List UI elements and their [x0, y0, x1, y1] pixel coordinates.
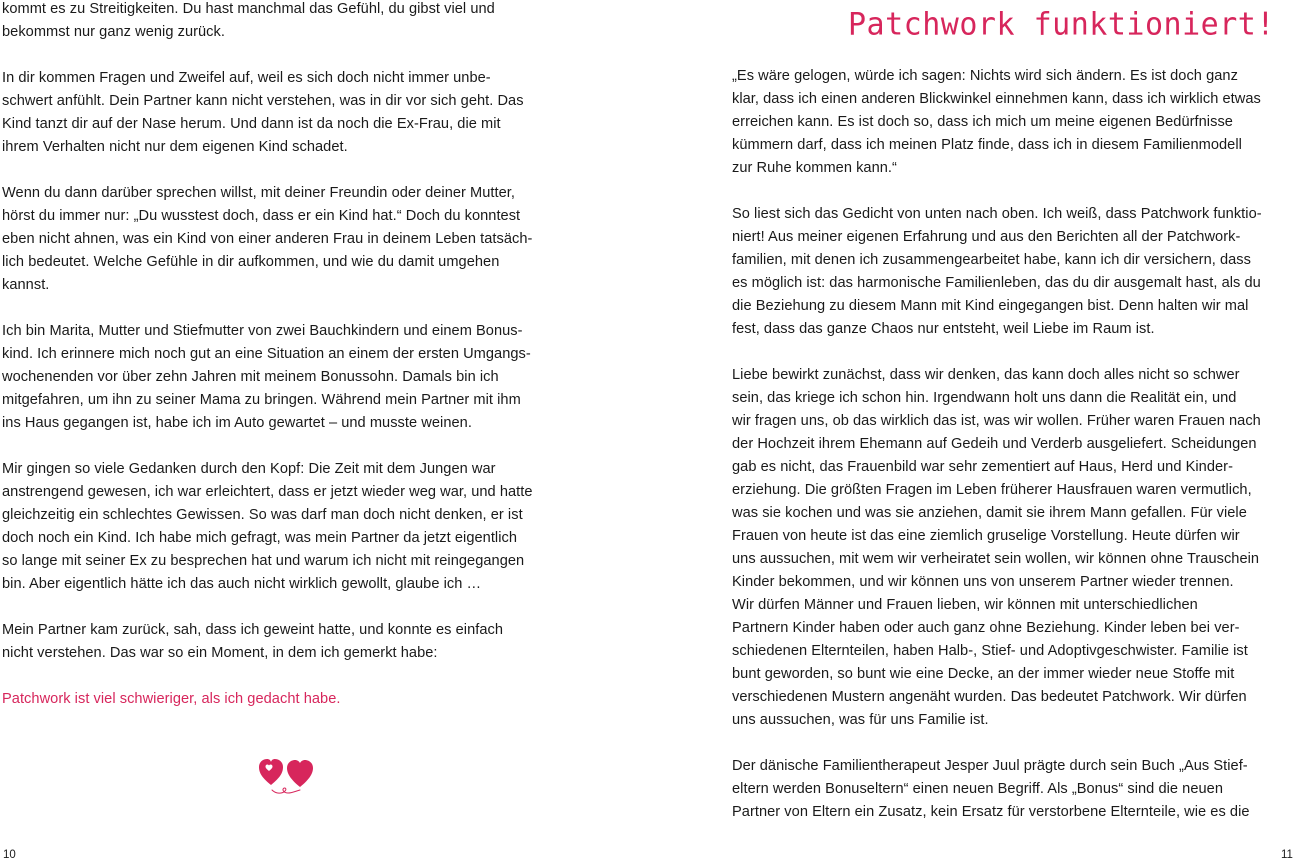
text-line: wochenenden vor über zehn Jahren mit meinem Bonussohn. Damals bin ich: [2, 369, 499, 385]
text-line: lich bedeutet. Welche Gefühle in dir aufkommen, und wie du damit umgehen: [2, 254, 500, 270]
paragraph: [2, 320, 533, 435]
paragraph: [732, 65, 1262, 180]
text-line: ihrem Verhalten nicht nur dem eigenen Kind schadet.: [2, 139, 348, 155]
text-line: niert! Aus meiner eigenen Erfahrung und aus den Berichten all der Patchwork-: [732, 229, 1241, 245]
section-heading: Patchwork funktioniert!: [848, 6, 1275, 43]
text-line: schwert anfühlt. Dein Partner kann nicht verstehen, was in dir vor sich geht. Das: [2, 93, 524, 109]
text-line: So liest sich das Gedicht von unten nach oben. Ich weiß, dass Patchwork funktio-: [732, 206, 1262, 222]
text-line: uns aussuchen, mit wem wir verheiratet sein wollen, wir können ohne Trauschein: [732, 551, 1260, 567]
text-line: bunt geworden, so bunt wie eine Decke, an der immer wieder neue Stoffe mit: [732, 666, 1235, 682]
text-line: familien, mit denen ich zusammengearbeitet habe, kann ich dir versichern, dass: [732, 252, 1251, 268]
paragraph: [2, 67, 533, 159]
text-line: klar, dass ich einen anderen Blickwinkel einnehmen kann, dass ich wirklich etwas: [732, 91, 1261, 107]
text-line: Liebe bewirkt zunächst, dass wir denken, das kann doch alles nicht so schwer: [732, 367, 1240, 383]
text-line: schiedenen Elternteilen, haben Halb-, Stief- und Adoptivgeschwister. Familie ist: [732, 643, 1248, 659]
text-line: kind. Ich erinnere mich noch gut an eine Situation an einem der ersten Umgangs-: [2, 346, 531, 362]
text-line: Wir dürfen Männer und Frauen lieben, wir können mit unterschiedlichen: [732, 597, 1198, 613]
text-line: Partnern Kinder haben oder auch ganz ohne Beziehung. Kinder leben bei ver-: [732, 620, 1240, 636]
text-line: wir fragen uns, ob das wirklich das ist, was wir wollen. Früher waren Frauen nach: [732, 413, 1261, 429]
text-line: erreichen kann. Es ist doch so, dass ich mich um meine eigenen Bedürfnisse: [732, 114, 1233, 130]
paragraph: [732, 364, 1262, 732]
text-line: Der dänische Familientherapeut Jesper Juul prägte durch sein Buch „Aus Stief-: [732, 758, 1248, 774]
text-line: hörst du immer nur: „Du wusstest doch, dass er ein Kind hat.“ Doch du konntest: [2, 208, 521, 224]
text-line: zur Ruhe kommen kann.“: [732, 160, 897, 176]
text-line: gleichzeitig ein schlechtes Gewissen. So was darf man doch nicht denken, er ist: [2, 507, 523, 523]
text-line: Wenn du dann darüber sprechen willst, mit deiner Freundin oder deiner Mutter,: [2, 185, 516, 201]
text-line: was sie kochen und was sie anziehen, damit sie ihrem Mann gefallen. Für viele: [732, 505, 1247, 521]
paragraph: [732, 755, 1262, 824]
text-line: so lange mit seiner Ex zu besprechen hat und warum ich nicht mit reingegangen: [2, 553, 525, 569]
text-line: bin. Aber eigentlich hätte ich das auch nicht wirklich gewollt, glaube ich …: [2, 576, 482, 592]
right-heart-shape: [287, 760, 313, 787]
page-number: 10: [3, 849, 16, 861]
text-line: „Es wäre gelogen, würde ich sagen: Nichts wird sich ändern. Es ist doch ganz: [732, 68, 1238, 84]
two-hearts-icon: [258, 757, 314, 797]
text-line: der Hochzeit ihrem Ehemann auf Gedeih und Verderb ausgeliefert. Scheidungen: [732, 436, 1257, 452]
text-line: Mir gingen so viele Gedanken durch den Kopf: Die Zeit mit dem Jungen war: [2, 461, 496, 477]
text-line: verschiedenen Mustern angenäht wurden. Das bedeutet Patchwork. Wir dürfen: [732, 689, 1247, 705]
text-line: fest, dass das ganze Chaos nur entsteht, weil Liebe im Raum ist.: [732, 321, 1155, 337]
text-line: Kind tanzt dir auf der Nase herum. Und dann ist da noch die Ex-Frau, die mit: [2, 116, 501, 132]
paragraph: [2, 458, 533, 596]
text-line: bekommst nur ganz wenig zurück.: [2, 24, 225, 40]
text-line: ins Haus gegangen ist, habe ich im Auto gewartet – und musste weinen.: [2, 415, 472, 431]
text-line: Kinder bekommen, und wir können uns von unserem Partner wieder trennen.: [732, 574, 1234, 590]
text-line: anstrengend gewesen, ich war erleichtert, dass er jetzt wieder weg war, und hatte: [2, 484, 533, 500]
text-line: doch noch ein Kind. Ich habe mich gefragt, was mein Partner da jetzt eigentlich: [2, 530, 518, 546]
text-line: die Beziehung zu diesem Mann mit Kind eingegangen bist. Denn halten wir mal: [732, 298, 1249, 314]
text-line: erziehung. Die größten Fragen im Leben früherer Hausfrauen waren vermutlich,: [732, 482, 1252, 498]
text-line: eltern werden Bonuseltern“ einen neuen Begriff. Als „Bonus“ sind die neuen: [732, 781, 1224, 797]
swirl-line: [272, 788, 300, 793]
text-line: kannst.: [2, 277, 50, 293]
left-heart-shape: [259, 759, 283, 785]
highlight-line: Patchwork ist viel schwieriger, als ich gedacht habe.: [2, 691, 341, 707]
text-line: Ich bin Marita, Mutter und Stiefmutter von zwei Bauchkindern und einem Bonus-: [2, 323, 523, 339]
text-line: In dir kommen Fragen und Zweifel auf, weil es sich doch nicht immer unbe-: [2, 70, 491, 86]
paragraph: [2, 182, 533, 297]
paragraph: [732, 203, 1262, 341]
paragraph: [2, 619, 533, 665]
highlighted-statement: [2, 688, 533, 711]
page-number: 11: [1281, 849, 1293, 861]
text-line: kümmern darf, dass ich meinen Platz finde, dass ich in diesem Familienmodell: [732, 137, 1242, 153]
text-line: sein, das kriege ich schon hin. Irgendwann holt uns dann die Realität ein, und: [732, 390, 1237, 406]
left-page: [0, 0, 560, 865]
text-line: Frauen von heute ist das eine ziemlich gruselige Vorstellung. Heute dürfen wir: [732, 528, 1240, 544]
right-page: [732, 0, 1293, 865]
text-line: Partner von Eltern ein Zusatz, kein Ersatz für verstorbene Elternteile, wie es die: [732, 804, 1250, 820]
text-line: kommt es zu Streitigkeiten. Du hast manchmal das Gefühl, du gibst viel und: [2, 1, 495, 17]
text-line: eben nicht ahnen, was ein Kind von einer anderen Frau in deinem Leben tatsäch-: [2, 231, 533, 247]
text-line: nicht verstehen. Das war so ein Moment, in dem ich gemerkt habe:: [2, 645, 438, 661]
text-line: mitgefahren, um ihn zu seiner Mama zu bringen. Während mein Partner mit ihm: [2, 392, 521, 408]
text-line: gab es nicht, das Frauenbild war sehr zementiert auf Haus, Herd und Kinder-: [732, 459, 1234, 475]
text-line: Mein Partner kam zurück, sah, dass ich geweint hatte, und konnte es einfach: [2, 622, 504, 638]
text-line: es möglich ist: das harmonische Familienleben, das du dir ausgemalt hast, als du: [732, 275, 1261, 291]
paragraph: [2, 0, 533, 44]
right-page-body: [732, 65, 1262, 847]
text-line: uns aussuchen, was für uns Familie ist.: [732, 712, 989, 728]
left-page-body: [2, 0, 533, 734]
